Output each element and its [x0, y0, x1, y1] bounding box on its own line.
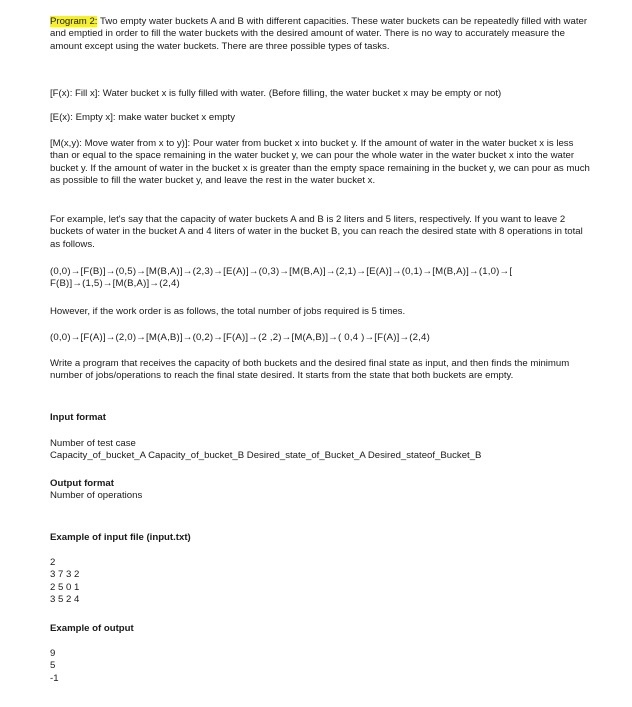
example-input-line: 3 7 3 2: [50, 569, 80, 581]
task-paragraph: Write a program that receives the capacity of both buckets and the desired final state as input, and then finds the minimum number of jobs/operations to reach the final state desired. It starts from the state that both buckets are empty.: [50, 358, 570, 382]
operation-sequence-1: (0,0)→[F(B)]→(0,5)→[M(B,A)]→(2,3)→[E(A)]→(0,3)→[M(B,A)]→(2,1)→[E(A)]→(0,1)→[M(B,A)]→(1,0)→[ F(B)]→(1,5)→[M(B,A)]→(2,4): [50, 266, 513, 290]
example-output-body: [50, 648, 590, 685]
input-format-heading: Input format: [50, 412, 106, 423]
example-output-heading: Example of output: [50, 623, 134, 634]
input-format-body: [50, 438, 590, 463]
example-input-line: 2: [50, 557, 56, 568]
input-format-line: Capacity_of_bucket_A Capacity_of_bucket_B Desired_state_of_Bucket_A Desired_stateof_Bucket_B: [50, 450, 482, 462]
however-paragraph: However, if the work order is as follows, the total number of jobs required is 5 times.: [50, 306, 406, 317]
output-format-heading: Output format: [50, 478, 114, 489]
example-input-line: 3 5 2 4: [50, 594, 80, 606]
example-output-line: -1: [50, 672, 59, 684]
input-format-line: Number of test case: [50, 438, 136, 449]
intro-paragraph: [50, 16, 590, 53]
example-input-body: [50, 557, 590, 607]
output-format-line: Number of operations: [50, 490, 143, 501]
task-move: [M(x,y): Move water from x to y)]: Pour water from bucket x into bucket y. If the amount of water in the water bucket x is less than or equal to the space remaining in the water bucket y, we can pour the whole water in the water bucket x into the water bucket y. If the amount of water in the bucket x is greater than the empty space remaining in the bucket y, we can pour as much as possible to fill the water bucket y, and leave the rest in the water bucket x.: [50, 138, 590, 187]
operation-sequence-2: (0,0)→[F(A)]→(2,0)→[M(A,B)]→(0,2)→[F(A)]→(2 ,2)→[M(A,B)]→( 0,4 )→[F(A)]→(2,4): [50, 332, 430, 343]
example-output-line: 5: [50, 660, 56, 672]
example-paragraph: For example, let's say that the capacity of water buckets A and B is 2 liters and 5 liters, respectively. If you want to leave 2 buckets of water in the bucket A and 4 liters of water in the bucket B, you can reach the desired state with 8 operations in total as follows.: [50, 214, 583, 250]
example-input-line: 2 5 0 1: [50, 581, 80, 593]
output-format-body: [50, 490, 590, 502]
program-label: Program 2:: [50, 16, 98, 27]
intro-text: Two empty water buckets A and B with different capacities. These water buckets can be repeatedly filled with water and emptied in order to fill the water buckets with the desired amount of water. There is no way to accurately measure the amount except using the water buckets. There are three possible types of tasks.: [50, 16, 588, 52]
task-fill: [F(x): Fill x]: Water bucket x is fully filled with water. (Before filling, the water bucket x may be empty or not): [50, 88, 502, 99]
example-output-line: 9: [50, 648, 56, 659]
example-input-heading: Example of input file (input.txt): [50, 532, 191, 543]
task-empty: [E(x): Empty x]: make water bucket x empty: [50, 112, 235, 123]
